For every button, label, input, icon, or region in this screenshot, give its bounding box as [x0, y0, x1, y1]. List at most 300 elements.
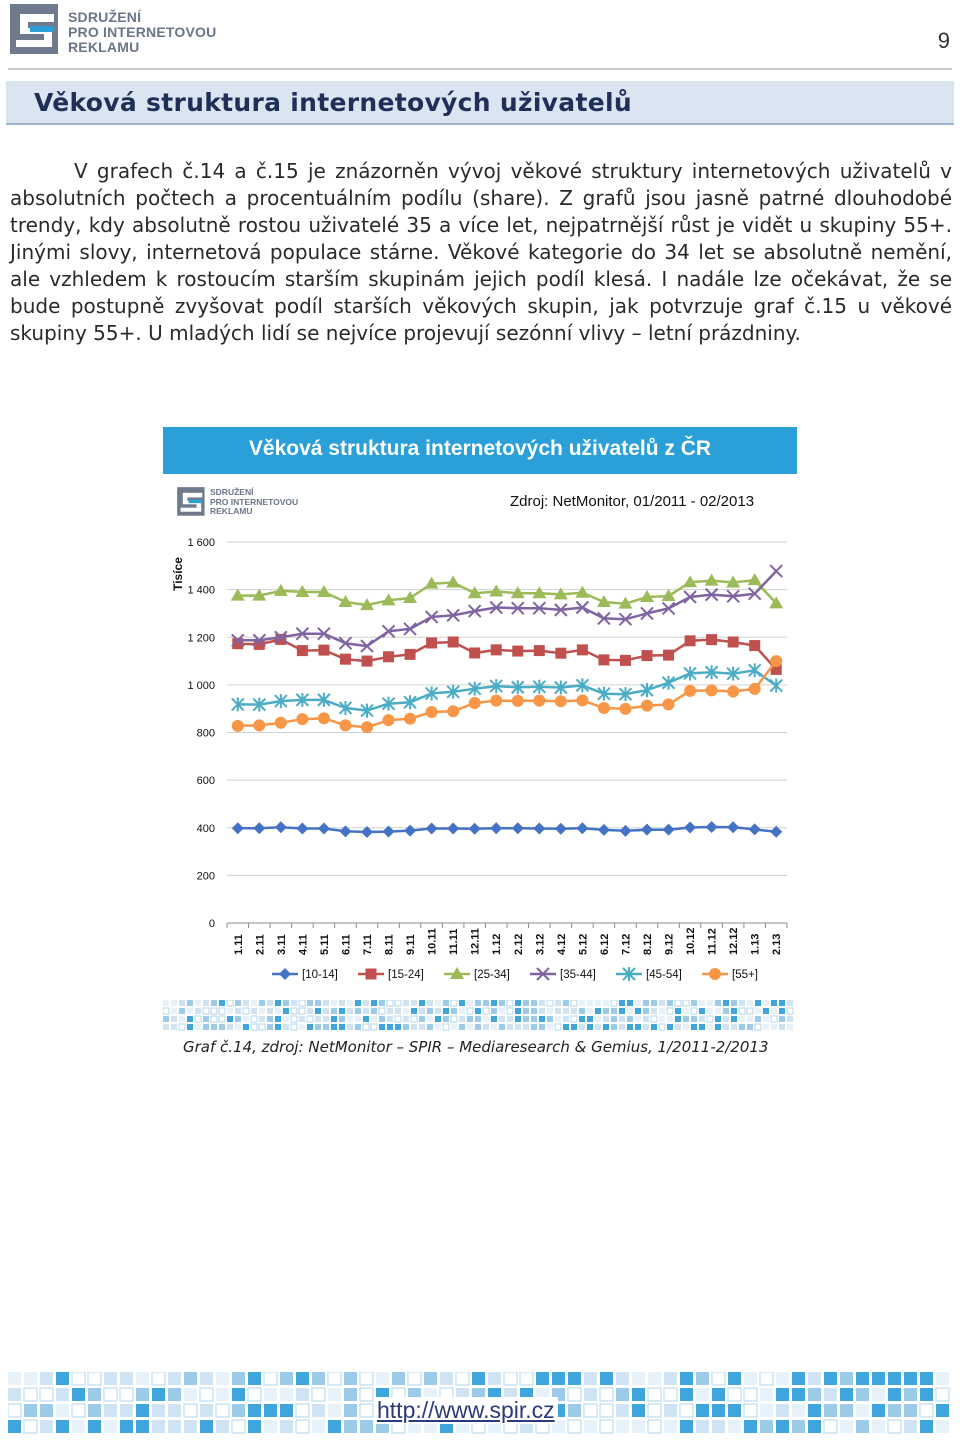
pattern-square — [435, 1008, 441, 1014]
pattern-square — [632, 1388, 645, 1401]
y-axis-label: Tisíce — [171, 557, 185, 591]
pattern-square — [491, 1000, 497, 1006]
pattern-square — [184, 1372, 197, 1385]
pattern-square — [435, 1016, 441, 1022]
pattern-square — [163, 1016, 169, 1022]
x-tick-label: 12.12 — [728, 927, 741, 955]
pattern-square — [723, 1008, 729, 1014]
pattern-square — [419, 1000, 425, 1006]
pattern-square — [731, 1024, 737, 1030]
pattern-square — [600, 1372, 613, 1385]
pattern-square — [171, 1000, 177, 1006]
pattern-square — [296, 1388, 309, 1401]
pattern-square — [739, 1024, 745, 1030]
pattern-square — [307, 1008, 313, 1014]
pattern-square — [792, 1404, 805, 1417]
data-point — [749, 683, 761, 695]
pattern-square — [771, 1000, 777, 1006]
pattern-square — [171, 1024, 177, 1030]
pattern-square — [187, 1000, 193, 1006]
pattern-square — [8, 1404, 21, 1417]
pattern-square — [568, 1404, 581, 1417]
pattern-square — [387, 1008, 393, 1014]
pattern-square — [472, 1372, 485, 1385]
pattern-square — [195, 1008, 201, 1014]
pattern-square — [840, 1420, 853, 1433]
pattern-square — [451, 1000, 457, 1006]
pattern-square — [427, 1016, 433, 1022]
pattern-square — [216, 1404, 229, 1417]
pattern-square — [299, 1016, 305, 1022]
data-point — [577, 644, 588, 655]
pattern-square — [440, 1372, 453, 1385]
pattern-square — [920, 1372, 933, 1385]
pattern-square — [248, 1388, 261, 1401]
pattern-square — [435, 1024, 441, 1030]
data-point — [469, 697, 481, 709]
pattern-square — [763, 1016, 769, 1022]
pattern-square — [403, 1000, 409, 1006]
pattern-square — [579, 1008, 585, 1014]
x-tick-label: 3.12 — [534, 933, 547, 955]
pattern-square — [355, 1024, 361, 1030]
pattern-square — [744, 1404, 757, 1417]
x-tick-label: 12.11 — [469, 928, 482, 955]
pattern-square — [459, 1000, 465, 1006]
pattern-square — [787, 1016, 793, 1022]
pattern-square — [619, 1016, 625, 1022]
pattern-square — [659, 1024, 665, 1030]
pattern-square — [312, 1388, 325, 1401]
data-point — [533, 822, 545, 834]
pattern-square — [347, 1016, 353, 1022]
pattern-square — [723, 1016, 729, 1022]
data-point — [685, 635, 696, 646]
data-point — [318, 822, 330, 834]
pattern-square — [691, 1016, 697, 1022]
pattern-square — [611, 1008, 617, 1014]
pattern-square — [203, 1024, 209, 1030]
data-point — [598, 654, 609, 665]
pattern-square — [547, 1008, 553, 1014]
data-point — [512, 822, 524, 834]
pattern-square — [651, 1000, 657, 1006]
pattern-square — [312, 1420, 325, 1433]
pattern-square — [211, 1024, 217, 1030]
pattern-square — [571, 1016, 577, 1022]
pattern-square — [232, 1388, 245, 1401]
data-point — [404, 825, 416, 837]
data-point — [426, 706, 438, 718]
pattern-square — [499, 1000, 505, 1006]
x-tick-label: 2.11 — [254, 934, 267, 955]
pattern-square — [691, 1024, 697, 1030]
pattern-square — [299, 1008, 305, 1014]
pattern-square — [232, 1404, 245, 1417]
pattern-square — [936, 1372, 949, 1385]
pattern-square — [243, 1008, 249, 1014]
pattern-square — [808, 1372, 821, 1385]
x-tick-label: 7.12 — [620, 933, 633, 955]
pattern-square — [760, 1404, 773, 1417]
pattern-square — [563, 1008, 569, 1014]
pattern-square — [211, 1016, 217, 1022]
x-tick-label: 5.11 — [318, 934, 331, 955]
pattern-square — [267, 1008, 273, 1014]
pattern-square — [40, 1388, 53, 1401]
data-point — [383, 714, 395, 726]
pattern-square — [904, 1372, 917, 1385]
x-tick-label: 8.11 — [383, 934, 396, 955]
pattern-square — [56, 1372, 69, 1385]
pattern-square — [259, 1024, 265, 1030]
x-tick-label: 9.11 — [405, 934, 418, 955]
pattern-square — [603, 1000, 609, 1006]
pattern-square — [344, 1404, 357, 1417]
data-point — [663, 824, 675, 836]
pattern-square — [659, 1008, 665, 1014]
pattern-square — [219, 1024, 225, 1030]
pattern-square — [779, 1024, 785, 1030]
pattern-square — [579, 1000, 585, 1006]
pattern-square — [283, 1024, 289, 1030]
pattern-square — [280, 1420, 293, 1433]
pattern-square — [808, 1420, 821, 1433]
pattern-square — [488, 1372, 501, 1385]
pattern-square — [872, 1388, 885, 1401]
data-point — [253, 719, 265, 731]
data-point — [534, 645, 545, 656]
footer-website-link[interactable]: http://www.spir.cz — [374, 1397, 558, 1424]
pattern-square — [424, 1372, 437, 1385]
logo-line-1: SDRUŽENÍ — [68, 9, 142, 25]
data-point — [405, 649, 416, 660]
data-point — [641, 824, 653, 836]
pattern-square — [491, 1016, 497, 1022]
pattern-square — [184, 1404, 197, 1417]
pattern-square — [427, 1000, 433, 1006]
data-point — [749, 823, 761, 835]
pattern-square — [275, 1016, 281, 1022]
data-point — [598, 824, 610, 836]
pattern-square — [203, 1008, 209, 1014]
pattern-square — [120, 1404, 133, 1417]
pattern-square — [936, 1420, 949, 1433]
pattern-square — [315, 1016, 321, 1022]
pattern-square — [824, 1420, 837, 1433]
pattern-square — [595, 1024, 601, 1030]
pattern-square — [451, 1024, 457, 1030]
pattern-square — [72, 1404, 85, 1417]
pattern-square — [771, 1024, 777, 1030]
section-title-bar — [6, 81, 954, 125]
data-point — [318, 645, 329, 656]
pattern-square — [307, 1016, 313, 1022]
pattern-square — [667, 1000, 673, 1006]
data-point — [555, 823, 567, 835]
pattern-square — [315, 1008, 321, 1014]
pattern-square — [195, 1000, 201, 1006]
x-tick-label: 2.13 — [771, 933, 784, 955]
data-point — [296, 822, 308, 834]
data-point — [296, 713, 308, 725]
pattern-square — [200, 1420, 213, 1433]
pattern-square — [568, 1388, 581, 1401]
pattern-square — [475, 1024, 481, 1030]
pattern-square — [248, 1372, 261, 1385]
pattern-square — [152, 1420, 165, 1433]
pattern-square — [467, 1000, 473, 1006]
pattern-square — [179, 1000, 185, 1006]
pattern-square — [776, 1388, 789, 1401]
pattern-square — [200, 1404, 213, 1417]
pattern-square — [171, 1008, 177, 1014]
x-tick-label: 1.11 — [232, 934, 245, 955]
pattern-square — [648, 1372, 661, 1385]
pattern-square — [419, 1024, 425, 1030]
pattern-square — [648, 1388, 661, 1401]
pattern-square — [904, 1404, 917, 1417]
x-tick-label: 6.12 — [598, 933, 611, 955]
pattern-square — [763, 1024, 769, 1030]
pattern-square — [280, 1388, 293, 1401]
pattern-square — [163, 1024, 169, 1030]
pattern-square — [443, 1008, 449, 1014]
pattern-square — [395, 1000, 401, 1006]
pattern-square — [299, 1000, 305, 1006]
pattern-square — [587, 1016, 593, 1022]
pattern-square — [632, 1420, 645, 1433]
pattern-square — [419, 1008, 425, 1014]
pattern-square — [563, 1000, 569, 1006]
pattern-square — [24, 1420, 37, 1433]
pattern-square — [243, 1016, 249, 1022]
pattern-square — [707, 1016, 713, 1022]
pattern-square — [728, 1388, 741, 1401]
pattern-square — [595, 1016, 601, 1022]
pattern-square — [763, 1000, 769, 1006]
pattern-square — [179, 1024, 185, 1030]
pattern-square — [195, 1016, 201, 1022]
y-tick-label: 1 600 — [187, 537, 215, 549]
pattern-square — [507, 1024, 513, 1030]
data-point — [706, 634, 717, 645]
x-tick-label: 11.12 — [706, 928, 719, 955]
pattern-square — [235, 1024, 241, 1030]
pattern-square — [184, 1420, 197, 1433]
pattern-square — [136, 1420, 149, 1433]
pattern-square — [579, 1016, 585, 1022]
pattern-square — [419, 1016, 425, 1022]
pattern-square — [808, 1388, 821, 1401]
pattern-square — [635, 1008, 641, 1014]
pattern-square — [379, 1024, 385, 1030]
pattern-square — [499, 1008, 505, 1014]
pattern-square — [331, 1016, 337, 1022]
data-point — [491, 644, 502, 655]
legend-item-0 — [272, 968, 338, 981]
pattern-square — [936, 1404, 949, 1417]
pattern-square — [339, 1016, 345, 1022]
pattern-square — [195, 1024, 201, 1030]
pattern-square — [755, 1024, 761, 1030]
pattern-square — [267, 1000, 273, 1006]
data-point — [727, 686, 739, 698]
data-point — [598, 702, 610, 714]
pattern-square — [267, 1024, 273, 1030]
pattern-square — [371, 1008, 377, 1014]
pattern-square — [776, 1372, 789, 1385]
pattern-square — [331, 1024, 337, 1030]
data-point — [362, 656, 373, 667]
pattern-square — [507, 1016, 513, 1022]
pattern-square — [347, 1008, 353, 1014]
pattern-square — [707, 1000, 713, 1006]
pattern-square — [499, 1024, 505, 1030]
pattern-square — [712, 1372, 725, 1385]
legend-label: [25-34] — [474, 969, 510, 981]
legend-item-4 — [616, 967, 682, 981]
pattern-square — [328, 1420, 341, 1433]
pattern-square — [475, 1000, 481, 1006]
pattern-square — [219, 1016, 225, 1022]
pattern-square — [328, 1372, 341, 1385]
data-point — [684, 822, 696, 834]
pattern-square — [779, 1008, 785, 1014]
pattern-square — [747, 1008, 753, 1014]
pattern-square — [587, 1000, 593, 1006]
pattern-square — [451, 1008, 457, 1014]
pattern-square — [539, 1024, 545, 1030]
pattern-square — [856, 1372, 869, 1385]
data-point — [575, 586, 589, 598]
pattern-square — [355, 1000, 361, 1006]
data-point — [770, 565, 782, 577]
pattern-square — [904, 1420, 917, 1433]
pattern-square — [227, 1016, 233, 1022]
data-point — [447, 822, 459, 834]
data-point — [748, 573, 762, 585]
pattern-square — [787, 1008, 793, 1014]
pattern-square — [691, 1000, 697, 1006]
data-point — [489, 585, 503, 597]
pattern-square — [259, 1008, 265, 1014]
pattern-square — [72, 1388, 85, 1401]
legend-item-5 — [702, 968, 758, 981]
data-point — [512, 646, 523, 657]
pattern-square — [787, 1000, 793, 1006]
data-point — [253, 822, 265, 834]
pattern-square — [267, 1016, 273, 1022]
pattern-square — [728, 1404, 741, 1417]
pattern-square — [755, 1000, 761, 1006]
pattern-square — [571, 1000, 577, 1006]
pattern-square — [411, 1016, 417, 1022]
data-point — [512, 695, 524, 707]
logo-line-2: PRO INTERNETOVOU — [68, 24, 217, 40]
pattern-square — [104, 1388, 117, 1401]
pattern-square — [696, 1420, 709, 1433]
pattern-square — [515, 1016, 521, 1022]
pattern-square — [411, 1024, 417, 1030]
data-point — [620, 655, 631, 666]
pattern-square — [744, 1388, 757, 1401]
pattern-square — [187, 1016, 193, 1022]
pattern-square — [72, 1372, 85, 1385]
pattern-square — [216, 1388, 229, 1401]
pattern-square — [395, 1024, 401, 1030]
pattern-square — [264, 1420, 277, 1433]
pattern-square — [888, 1420, 901, 1433]
pattern-square — [248, 1404, 261, 1417]
pattern-square — [387, 1016, 393, 1022]
legend-label: [35-44] — [560, 969, 596, 981]
pattern-square — [635, 1016, 641, 1022]
pattern-square — [264, 1388, 277, 1401]
pattern-square — [643, 1016, 649, 1022]
pattern-square — [355, 1008, 361, 1014]
pattern-square — [376, 1372, 389, 1385]
pattern-square — [675, 1000, 681, 1006]
pattern-square — [259, 1000, 265, 1006]
pattern-square — [291, 1008, 297, 1014]
pattern-square — [507, 1000, 513, 1006]
pattern-square — [579, 1024, 585, 1030]
series-5 — [232, 655, 782, 733]
data-point — [366, 969, 377, 980]
data-point — [770, 679, 782, 693]
pattern-square — [315, 1024, 321, 1030]
pattern-square — [403, 1016, 409, 1022]
pattern-square — [88, 1404, 101, 1417]
pattern-square — [275, 1008, 281, 1014]
data-point — [448, 637, 459, 648]
pattern-square — [280, 1372, 293, 1385]
pattern-square — [715, 1008, 721, 1014]
pattern-square — [136, 1404, 149, 1417]
pattern-square — [211, 1008, 217, 1014]
data-point — [426, 822, 438, 834]
data-point — [663, 650, 674, 661]
data-point — [663, 698, 675, 710]
pattern-square — [584, 1388, 597, 1401]
pattern-square — [755, 1016, 761, 1022]
pattern-square — [627, 1024, 633, 1030]
pattern-square — [611, 1024, 617, 1030]
pattern-square — [40, 1420, 53, 1433]
pattern-square — [408, 1372, 421, 1385]
chart-logo-text — [210, 488, 298, 517]
pattern-square — [467, 1024, 473, 1030]
data-point — [706, 821, 718, 833]
pattern-square — [920, 1404, 933, 1417]
pattern-square — [515, 1000, 521, 1006]
pattern-square — [643, 1024, 649, 1030]
pattern-square — [856, 1404, 869, 1417]
pattern-square — [360, 1404, 373, 1417]
pattern-square — [379, 1016, 385, 1022]
pattern-square — [763, 1008, 769, 1014]
pattern-square — [659, 1016, 665, 1022]
data-point — [232, 720, 244, 732]
pattern-square — [323, 1016, 329, 1022]
line-chart — [160, 525, 800, 995]
pattern-square — [539, 1008, 545, 1014]
pattern-square — [24, 1388, 37, 1401]
data-point — [339, 825, 351, 837]
pattern-square — [515, 1024, 521, 1030]
data-point — [533, 695, 545, 707]
